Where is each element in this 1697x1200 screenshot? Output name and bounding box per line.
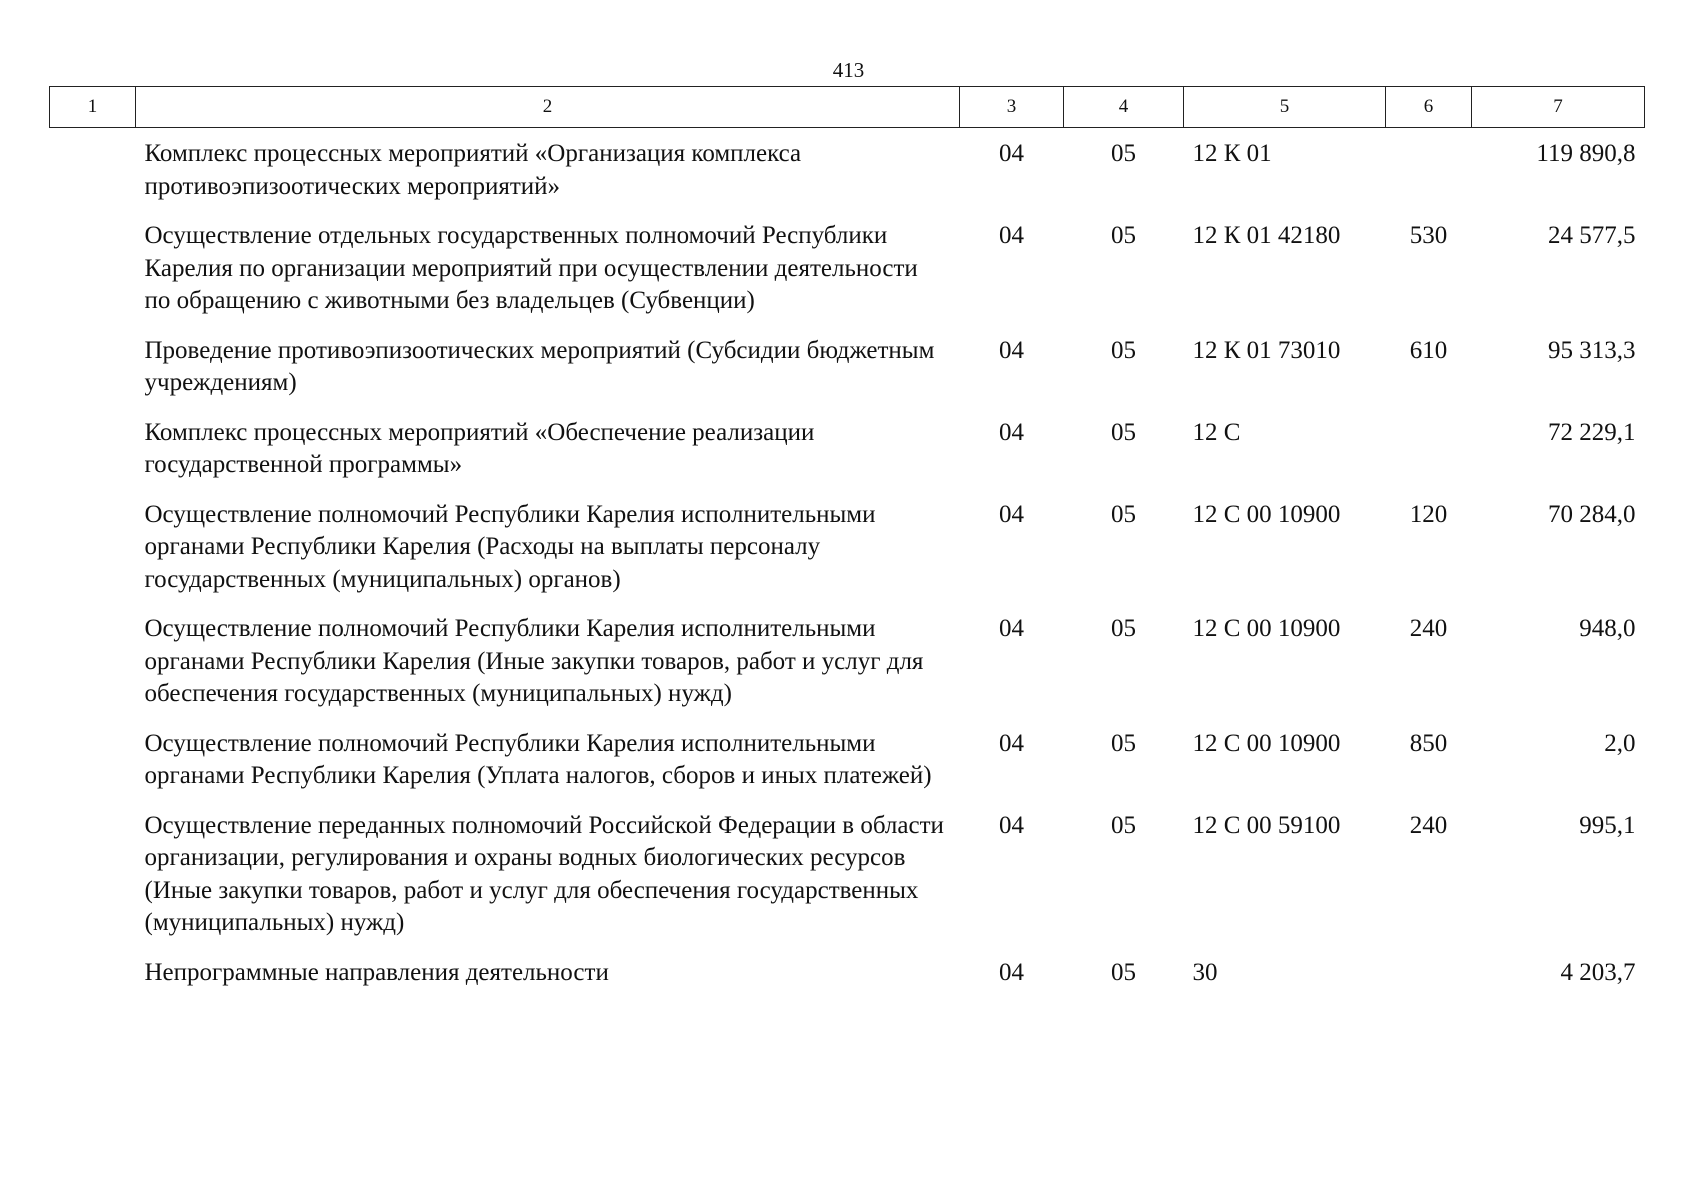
target-article-code: 12 К 01 73010 bbox=[1192, 336, 1341, 364]
row-index-cell bbox=[50, 728, 136, 810]
expense-name: Комплекс процессных мероприятий «Организация комплекса противоэпизоотических мероприятий» bbox=[144, 140, 802, 200]
subsection-code: 05 bbox=[1111, 615, 1136, 642]
subsection-code: 05 bbox=[1111, 500, 1136, 528]
row-index-cell bbox=[50, 335, 136, 417]
row-index-cell bbox=[50, 957, 136, 1007]
expense-name: Осуществление отдельных государственных полномочий Республики Карелия по организации мероприятий при осуществлении деятельности по обращению с животными без владельцев (Субвенции) bbox=[144, 222, 918, 314]
section-code: 04 bbox=[999, 222, 1024, 249]
subsection-code: 05 bbox=[1111, 958, 1136, 986]
section-code: 04 bbox=[999, 958, 1024, 986]
table-row bbox=[50, 128, 1645, 221]
table-row bbox=[50, 810, 1645, 957]
expense-name: Комплекс процессных мероприятий «Обеспечение реализации государственной программы» bbox=[144, 418, 815, 478]
target-article-code: 30 bbox=[1192, 958, 1218, 986]
amount: 995,1 bbox=[1579, 811, 1636, 839]
subsection-code: 05 bbox=[1111, 811, 1136, 839]
expense-type-code: 240 bbox=[1409, 615, 1448, 642]
row-index-cell bbox=[50, 810, 136, 957]
target-article-code: 12 С 00 10900 bbox=[1192, 729, 1341, 757]
expense-name: Непрограммные направления деятельности bbox=[144, 958, 609, 986]
subsection-code: 05 bbox=[1111, 222, 1136, 249]
table-row bbox=[50, 613, 1645, 728]
amount: 72 229,1 bbox=[1548, 418, 1636, 446]
expense-name: Проведение противоэпизоотических мероприятий (Субсидии бюджетным учреждениям) bbox=[144, 336, 935, 396]
row-index-cell bbox=[50, 417, 136, 499]
table-row bbox=[50, 335, 1645, 417]
expense-name: Осуществление полномочий Республики Карелия исполнительными органами Республики Карелия (Расходы на выплаты персоналу государственных (муниципальных) органов) bbox=[144, 500, 876, 593]
amount: 119 890,8 bbox=[1536, 140, 1636, 167]
amount: 4 203,7 bbox=[1560, 958, 1636, 986]
expense-type-code: 610 bbox=[1409, 336, 1448, 364]
table-header bbox=[50, 87, 1645, 128]
expense-name: Осуществление полномочий Республики Карелия исполнительными органами Республики Карелия (Уплата налогов, сборов и иных платежей) bbox=[144, 729, 932, 789]
subsection-code: 05 bbox=[1111, 140, 1136, 167]
section-code: 04 bbox=[999, 729, 1024, 757]
table-row bbox=[50, 728, 1645, 810]
section-code: 04 bbox=[999, 418, 1024, 446]
target-article-code: 12 С 00 59100 bbox=[1192, 811, 1341, 839]
header-col-7: 7 bbox=[1472, 87, 1645, 128]
section-code: 04 bbox=[999, 140, 1024, 167]
header-col-3: 3 bbox=[960, 87, 1064, 128]
amount: 70 284,0 bbox=[1548, 500, 1636, 528]
amount: 95 313,3 bbox=[1548, 336, 1636, 364]
row-index-cell bbox=[50, 128, 136, 221]
section-code: 04 bbox=[999, 615, 1024, 642]
target-article-code: 12 С bbox=[1192, 418, 1241, 446]
amount: 948,0 bbox=[1579, 615, 1636, 642]
target-article-code: 12 С 00 10900 bbox=[1192, 500, 1341, 528]
expense-type-code bbox=[1386, 957, 1472, 1007]
table-row bbox=[50, 220, 1645, 335]
header-col-6: 6 bbox=[1386, 87, 1472, 128]
table-row bbox=[50, 499, 1645, 614]
target-article-code: 12 С 00 10900 bbox=[1192, 615, 1341, 642]
section-code: 04 bbox=[999, 336, 1024, 364]
amount: 2,0 bbox=[1604, 729, 1636, 757]
section-code: 04 bbox=[999, 500, 1024, 528]
subsection-code: 05 bbox=[1111, 418, 1136, 446]
target-article-code: 12 К 01 bbox=[1192, 140, 1272, 167]
expense-name: Осуществление переданных полномочий Российской Федерации в области организации, регулирования и охраны водных биологических ресурсов (Иные закупки товаров, работ и услуг для обеспечения государственных (муниципальных) нужд) bbox=[144, 811, 944, 936]
budget-table bbox=[49, 86, 1645, 1006]
target-article-code: 12 К 01 42180 bbox=[1192, 222, 1341, 249]
amount: 24 577,5 bbox=[1548, 222, 1636, 249]
expense-type-code: 530 bbox=[1409, 222, 1448, 249]
expense-type-code bbox=[1386, 128, 1472, 221]
page-number: 413 bbox=[832, 58, 865, 82]
table-body bbox=[50, 128, 1645, 1007]
expense-type-code: 850 bbox=[1409, 729, 1448, 757]
row-index-cell bbox=[50, 499, 136, 614]
table-row bbox=[50, 957, 1645, 1007]
table-row bbox=[50, 417, 1645, 499]
expense-name: Осуществление полномочий Республики Карелия исполнительными органами Республики Карелия (Иные закупки товаров, работ и услуг для обеспечения государственных (муниципальных) нужд) bbox=[144, 615, 924, 707]
header-col-4: 4 bbox=[1064, 87, 1184, 128]
expense-type-code: 240 bbox=[1409, 811, 1448, 839]
subsection-code: 05 bbox=[1111, 729, 1136, 757]
expense-type-code: 120 bbox=[1409, 500, 1448, 528]
expense-type-code bbox=[1386, 417, 1472, 499]
header-col-1: 1 bbox=[50, 87, 136, 128]
section-code: 04 bbox=[999, 811, 1024, 839]
row-index-cell bbox=[50, 220, 136, 335]
row-index-cell bbox=[50, 613, 136, 728]
subsection-code: 05 bbox=[1111, 336, 1136, 364]
header-col-2: 2 bbox=[136, 87, 960, 128]
header-col-5: 5 bbox=[1184, 87, 1386, 128]
